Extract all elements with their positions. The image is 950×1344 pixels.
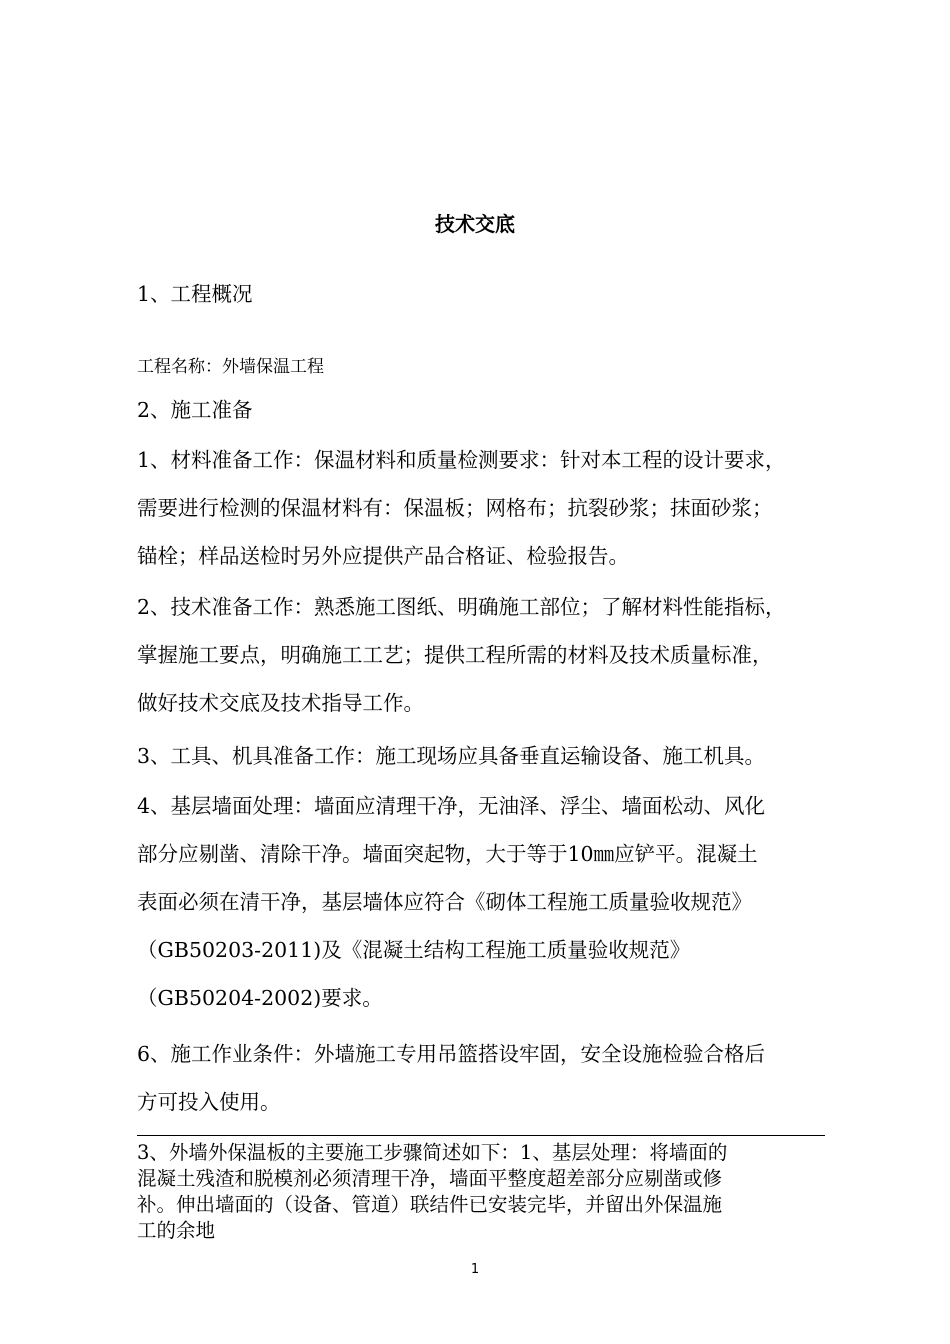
paragraph-base-wall: 4、基层墙面处理：墙面应清理干净，无油泽、浮尘、墙面松动、风化 部分应剔凿、清除干净。墙面突起物，大于等于10㎜应铲平。混凝土 表面必须在清干净，基层墙体应符合《砌体工程施工质量验收规范》 （GB50203-2011)及《混凝土结构工程施工质量验收规范》 （GB50204-2002)要求。: [137, 794, 766, 1010]
paragraph-tools: 3、工具、机具准备工作：施工现场应具备垂直运输设备、施工机具。: [137, 744, 766, 768]
paragraph-materials: 1、材料准备工作：保温材料和质量检测要求：针对本工程的设计要求， 需要进行检测的保温材料有：保温板；网格布；抗裂砂浆；抹面砂浆； 锚栓；样品送检时另外应提供产品合格证、检验报告。: [137, 448, 786, 568]
document-title: 技术交底: [435, 212, 515, 236]
footnote-separator: [137, 1135, 825, 1136]
paragraph-work-conditions: 6、施工作业条件：外墙施工专用吊篮搭设牢固，安全设施检验合格后 方可投入使用。: [137, 1042, 766, 1114]
project-name: 工程名称：外墙保温工程: [137, 357, 324, 377]
paragraph-technical-prep: 2、技术准备工作：熟悉施工图纸、明确施工部位；了解材料性能指标， 掌握施工要点，明确施工工艺；提供工程所需的材料及技术质量标准， 做好技术交底及技术指导工作。: [137, 595, 786, 715]
footnote: 3、外墙外保温板的主要施工步骤简述如下：1、基层处理：将墙面的 混凝土残渣和脱模剂必须清理干净，墙面平整度超差部分应剔凿或修 补。伸出墙面的（设备、管道）联结件已安装完毕，并留出外保温施 工的余地: [137, 1141, 728, 1242]
section-2-heading: 2、施工准备: [137, 398, 253, 422]
section-1-heading: 1、工程概况: [137, 282, 253, 306]
page-number: 1: [470, 1262, 480, 1277]
